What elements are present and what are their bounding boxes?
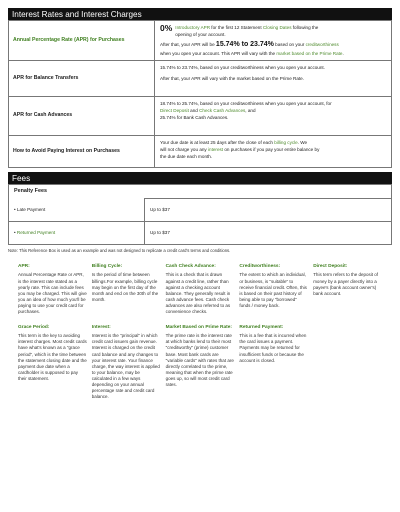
apr-purchases-value bbox=[155, 21, 392, 61]
avoid-interest-label: How to Avoid Paying Interest on Purchases bbox=[9, 136, 155, 168]
fee-row-late bbox=[9, 199, 392, 222]
due-date-text-end: . We bbox=[297, 140, 308, 145]
purchase-rate-range: 15.74% to 23.74% bbox=[215, 41, 274, 49]
term-text: The extent to which an individual, or business, is "suitable" to receive financial credit. Often, this is based on their past history of being able to pay "borrowed" funds / money back. bbox=[239, 272, 307, 308]
and-text-end: , and bbox=[245, 108, 256, 114]
term-title: Direct Deposit: bbox=[313, 263, 348, 269]
apr-cash-line3: 25.74% for Bank Cash Advances. bbox=[160, 115, 229, 121]
apr-cash-value bbox=[155, 97, 392, 136]
glossary-row-2 bbox=[8, 325, 392, 400]
term-title: Cash Check Advance: bbox=[165, 263, 216, 269]
apr-balance-line2: After that, your APR will vary with the market based on the Prime Rate. bbox=[160, 76, 304, 82]
apr-cash-line1: 18.74% to 25.74%, based on your creditworthiness when you open your account, for bbox=[160, 101, 332, 106]
avoid-interest-line3: the due date each month. bbox=[160, 154, 213, 160]
fee-label-late: • Late Payment bbox=[9, 199, 145, 222]
intro-rate: 0% bbox=[160, 23, 173, 33]
direct-deposit-link[interactable]: Direct Deposit bbox=[160, 108, 189, 114]
no-charge-text: will not charge you any bbox=[160, 147, 209, 153]
term-text: This term refers to the deposit of money by a payer directly into a payee's (bank account owner's) bank account. bbox=[313, 272, 378, 296]
term-title: Interest: bbox=[91, 324, 111, 330]
closing-dates-link[interactable]: Closing Dates bbox=[262, 25, 292, 30]
reference-note: Note: This Reference Box is used as an example and was not designed to replicate a credit card's terms and conditions. bbox=[8, 248, 231, 254]
fee-row-returned bbox=[9, 222, 392, 245]
glossary-term-direct-deposit bbox=[313, 264, 382, 315]
credit-card-disclosure bbox=[8, 8, 392, 508]
term-text: This is a fee that is incurred when the card issues a payment. Payments may be returned for insufficient funds or because the account is closed. bbox=[239, 333, 307, 363]
term-text: The prime rate is the interest rate at which banks lend to their most "creditworthy" (prime) customer base. Most bank cards are "variable cards" with rates that are directly correlated to the prime, meaning that when the prime rate goes up, so will most credit card rates. bbox=[165, 333, 234, 387]
term-text: Annual Percentage Rate or APR, is the interest rate stated as a yearly rate. This can include fees you may be charged. This will give you an idea of how much you'll be paying to use your credit card for purchases. bbox=[18, 272, 87, 314]
creditworthiness-link[interactable]: creditworthiness bbox=[305, 42, 339, 48]
glossary-term-returned-payment bbox=[239, 325, 308, 400]
apr-purchases-label: Annual Percentage Rate (APR) for Purchases bbox=[9, 21, 155, 61]
avoid-interest-row bbox=[9, 136, 392, 168]
term-title: Grace Period: bbox=[18, 324, 50, 330]
fees-table bbox=[8, 184, 392, 245]
returned-payment-link[interactable]: Returned Payment bbox=[16, 230, 56, 236]
apr-cash-label: APR for Cash Advances bbox=[9, 97, 155, 136]
term-text: Is the period of time between billings.For example, billing cycle may begin on the first day of the month and end on the 30th of the month. bbox=[91, 272, 159, 302]
avoid-interest-value bbox=[155, 136, 392, 168]
prime-rate-link[interactable]: market based on the Prime Rate bbox=[276, 50, 343, 56]
term-title: Returned Payment: bbox=[239, 324, 284, 330]
term-title: Market Based on Prime Rate: bbox=[165, 324, 232, 330]
interest-rates-header bbox=[8, 8, 392, 20]
interest-rates-title: Interest Rates and Interest Charges bbox=[12, 9, 142, 19]
late-payment-label: Late Payment bbox=[16, 206, 46, 212]
apr-balance-label: APR for Balance Transfers bbox=[9, 61, 155, 97]
intro-apr-text-end: following the bbox=[291, 25, 319, 30]
interest-link[interactable]: interest bbox=[208, 147, 224, 153]
term-text: This is a check that is drawn against a credit line, rather than against a checking account balance. They generally result in cash advance fees. Cash check advances are also referred to as convenience checks. bbox=[165, 272, 231, 314]
based-on-text: based on your bbox=[273, 42, 306, 48]
intro-apr-text: for the first 12 Statement bbox=[210, 25, 263, 30]
no-charge-text-end: on purchases if you pay your entire balance by bbox=[223, 147, 320, 153]
glossary-term-apr bbox=[18, 264, 87, 315]
vary-text: when you open your account. This APR will vary with the bbox=[160, 50, 277, 56]
apr-purchases-line2: opening of your account. bbox=[175, 32, 226, 38]
penalty-fees-heading: Penalty Fees bbox=[9, 185, 392, 199]
glossary-term-creditworthiness bbox=[239, 264, 308, 315]
term-title: APR: bbox=[18, 263, 30, 269]
apr-cash-row bbox=[9, 97, 392, 136]
fees-header bbox=[8, 172, 392, 184]
term-title: Billing Cycle: bbox=[91, 263, 123, 269]
glossary-term-grace-period bbox=[18, 325, 87, 400]
glossary-term-interest bbox=[92, 325, 161, 400]
apr-balance-line1: 15.74% to 23.74%, based on your creditworthiness when you open your account. bbox=[160, 65, 325, 70]
apr-balance-row bbox=[9, 61, 392, 97]
after-that-text: After that, your APR will be bbox=[160, 42, 216, 48]
intro-apr-link[interactable]: Introductory APR bbox=[175, 25, 211, 30]
apr-purchases-row bbox=[9, 21, 392, 61]
fee-label-returned: • Returned Payment bbox=[9, 222, 145, 245]
term-text: Interest is the "principal" in which credit card issuers gain revenue. Interest is charged on the credit card balance and any changes to your interest rate. Your finance charge, the way interest is applied to your balance, may be calculated in a few ways depending on your annual percentage rate and credit card balance. bbox=[91, 333, 160, 399]
glossary-term-cash-check-advance bbox=[166, 264, 235, 315]
apr-balance-value bbox=[155, 61, 392, 97]
glossary-row-1 bbox=[8, 264, 392, 315]
term-title: Creditworthiness: bbox=[239, 263, 281, 269]
glossary-term-empty bbox=[313, 325, 382, 400]
penalty-fees-row bbox=[9, 185, 392, 199]
glossary-term-prime-rate bbox=[166, 325, 235, 400]
fee-value-returned: Up to $37 bbox=[145, 222, 392, 245]
term-text: This term is the key to avoiding interest charges. Most credit cards have what's known as a "grace period", which is the time between the statement closing date and the payment due date when a cardholder is supposed to pay their statement. bbox=[18, 333, 87, 381]
fees-title: Fees bbox=[12, 173, 31, 183]
billing-cycle-link[interactable]: billing cycle bbox=[274, 140, 298, 145]
glossary-term-billing-cycle bbox=[92, 264, 161, 315]
due-date-text: Your due date is at least 25 days after the close of each bbox=[160, 140, 275, 145]
and-text: and bbox=[188, 108, 200, 114]
interest-rates-table bbox=[8, 20, 392, 168]
check-cash-advances-link[interactable]: Check Cash Advances bbox=[199, 108, 246, 114]
fee-value-late: Up to $37 bbox=[145, 199, 392, 222]
vary-text-end: . bbox=[342, 50, 344, 56]
